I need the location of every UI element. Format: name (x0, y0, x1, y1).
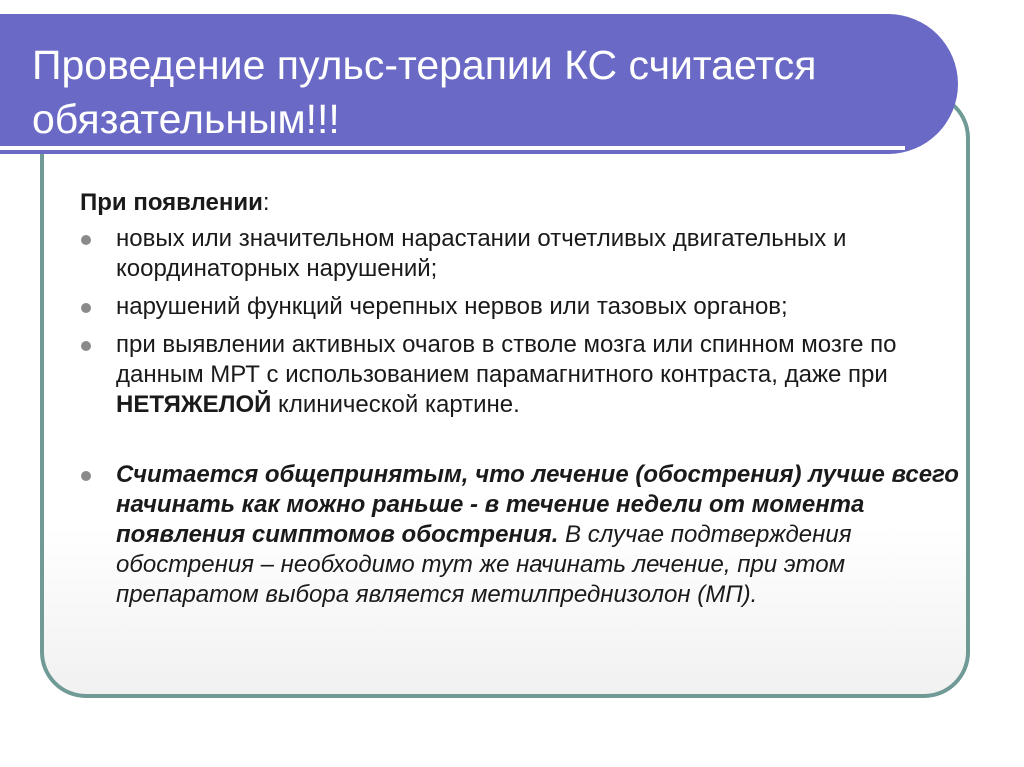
bullet-list (80, 224, 960, 610)
slide-title: Проведение пульс-терапии КС считается обязательным!!! (32, 42, 817, 142)
intro-line (80, 188, 960, 218)
title-underline (0, 146, 905, 150)
bullet-item-conclusion (80, 460, 960, 610)
bullet-dot-icon (81, 341, 91, 351)
bullet-text-after: клинической картине. (271, 391, 520, 418)
bullet-text: новых или значительном нарастании отчетливых двигательных и координаторных нарушений; (116, 225, 847, 282)
slide-body (80, 188, 960, 618)
bullet-item (80, 292, 960, 322)
intro-suffix: : (262, 189, 270, 216)
bullet-dot-icon (81, 303, 91, 313)
bullet-text-before: при выявлении активных очагов в стволе мозга или спинном мозге по данным МРТ с использованием парамагнитного контраста, даже при (116, 331, 897, 388)
conclusion-italic: В случае подтверждения обострения – необходимо тут же начинать лечение, при этом препаратом выбора является метилпреднизолон (МП). (116, 521, 852, 608)
bullet-dot-icon (81, 235, 91, 245)
bullet-item (80, 224, 960, 284)
conclusion-bold-italic: Считается общепринятым, что лечение (обострения) лучше всего начинать как можно раньше - в течение недели от момента появления симптомов обострения. (116, 461, 959, 548)
intro-bold: При появлении (80, 189, 263, 216)
title-banner (0, 14, 958, 154)
bullet-text: нарушений функций черепных нервов или тазовых органов; (116, 293, 788, 320)
bullet-text-bold: НЕТЯЖЕЛОЙ (116, 391, 272, 418)
bullet-item (80, 330, 960, 420)
bullet-dot-icon (81, 471, 91, 481)
